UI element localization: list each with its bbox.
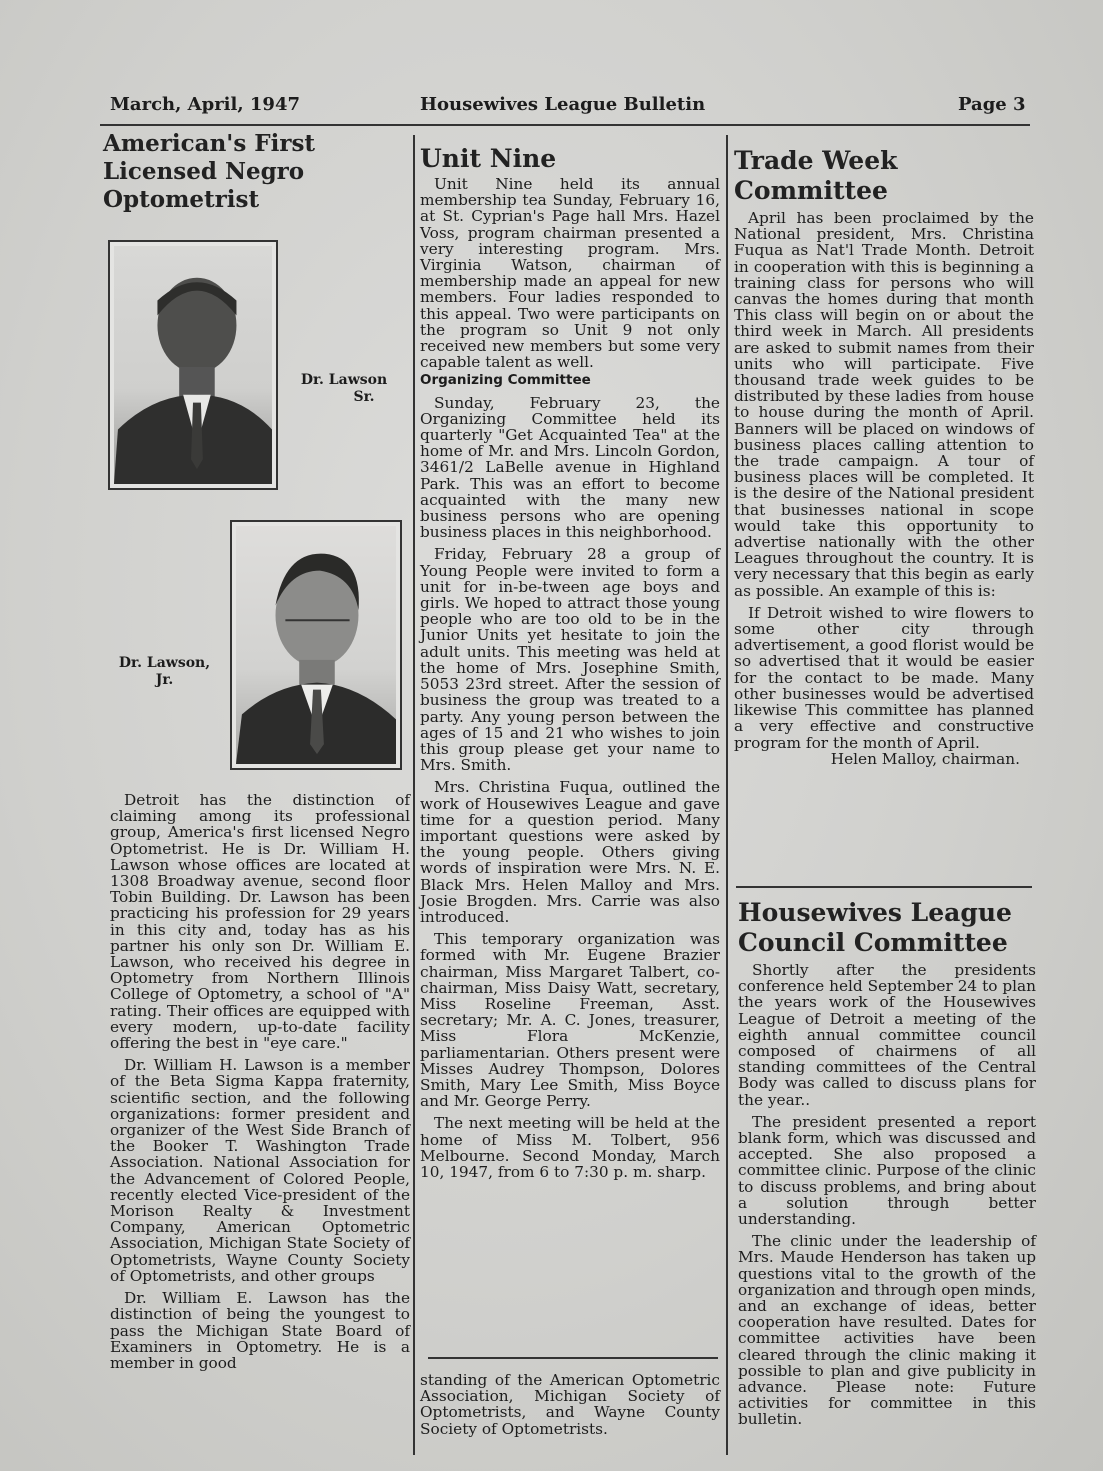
trade-week-article [734,146,1034,773]
council-paragraph-3: The clinic under the leadership of Mrs. Maude Henderson has taken up questions vital to the growth of the organization and through open minds, and an exchange of ideas, better cooperation have resulted. Dates for committee activities have been cleared through the clinic making it possible to plan and give publicity in advance. Please note: Future activities for committee in this bulletin. [738,1232,1036,1429]
article-headline-line-2: Licensed Negro [103,158,305,185]
lawson-paragraph-3: Dr. William E. Lawson has the distinction of being the youngest to pass the Michigan State Board of Examiners in Optometry. He is a member in good [110,1289,410,1372]
publication-title: Housewives League Bulletin [420,94,706,115]
unit-nine-headline: Unit Nine [420,144,557,173]
organizing-paragraph-1: Sunday, February 23, the Organizing Committee held its quarterly "Get Acquainted Tea" at the home of Mr. and Mrs. Lincoln Gordon, 3461/2 LaBelle avenue in Highland Park. This was an effort to become acquainted with the many new business persons who are opening business places in this neighborhood. [420,393,720,542]
page-number: Page 3 [958,94,1026,115]
council-paragraph-1: Shortly after the presidents conference held September 24 to plan the years work of the Housewives League of Detroit a meeting of the eighth annual committee council composed of chairmens of all standing committees of the Central Body was called to discuss plans for the year.. [738,961,1036,1109]
council-headline-line-2: Council Committee [738,928,1008,957]
lawson-continuation [420,1372,720,1443]
page-header [110,94,1035,124]
article-headline-line-1: American's First [103,130,316,157]
column-divider-2 [726,135,728,1455]
issue-date: March, April, 1947 [110,94,300,115]
council-headline-line-1: Housewives League [738,898,1012,927]
council-paragraph-2: The president presented a report blank form, which was discussed and accepted. She also proposed a committee clinic. Purpose of the clinic to discuss problems, and bring about a solution through better understanding. [738,1112,1036,1229]
organizing-paragraph-3: Mrs. Christina Fuqua, outlined the work of Housewives League and gave time for a question period. Many important questions were asked by the young people. Others giving words of inspiration were Mrs. N. E. Black Mrs. Helen Malloy and Mrs. Josie Brogden. Mrs. Carrie was also introduced. [420,778,720,926]
organizing-committee-subhead: Organizing Committee [420,372,591,389]
caption-sr-line-1: Dr. Lawson [300,372,388,388]
caption-sr-line-2: Sr. [353,389,375,405]
council-committee-article [738,898,1036,1434]
section-rule [736,886,1032,888]
photo-dr-lawson-sr [108,240,278,490]
photo-caption-jr [102,655,227,689]
trade-week-paragraph-2: If Detroit wished to wire flowers to some other city through advertisement, a good florist would be so advertised that it would be easier for the contact to be made. Many other businesses would be advertised likewise This committee has planned a very effective and constructive program for the month of April. [734,603,1034,752]
unit-nine-paragraph-1: Unit Nine held its annual membership tea Sunday, February 16, at St. Cyprian's Page hall Mrs. Hazel Voss, program chairman presented a very interesting program. Mrs. Virginia Watson, chairman of membership made an appeal for new members. Four ladies responded to this appeal. Two were participants on the program so Unit 9 not only received new members but some very capable talent as well. [420,175,720,372]
photo-caption-sr [284,372,404,406]
photo-dr-lawson-jr [230,520,402,770]
lawson-paragraph-1: Detroit has the distinction of claiming among its professional group, America's first licensed Negro Optometrist. He is Dr. William H. Lawson whose offices are located at 1308 Broadway avenue, second floor Tobin Building. Dr. Lawson has been practicing his profession for 29 years in this city and, today has as his partner his only son Dr. William E. Lawson, who received his degree in Optometry from Northern Illinois College of Optometry, a school of "A" rating. Their offices are equipped with every modern, up-to-date facility offering the best in "eye care." [110,791,410,1053]
column-divider-1 [413,135,415,1455]
caption-jr-line-1: Dr. Lawson, [118,655,211,671]
header-rule [100,124,1030,126]
caption-jr-line-2: Jr. [155,672,174,688]
lawson-paragraph-2: Dr. William H. Lawson is a member of the Beta Sigma Kappa fraternity, scientific section, and the following organizations: former president and organizer of the West Side Branch of the Booker T. Washington Trade Association. National Association for the Advancement of Colored People, recently elected Vice-president of the Morison Realty & Investment Company, American Optometric Association, Michigan State Society of Optometrists, Wayne County Society of Optometrists, and other groups [110,1056,410,1285]
organizing-paragraph-5: The next meeting will be held at the home of Miss M. Tolbert, 956 Melbourne. Second Monday, March 10, 1947, from 6 to 7:30 p. m. sharp. [420,1114,720,1181]
article-headline-line-3: Optometrist [103,186,260,213]
organizing-paragraph-4: This temporary organization was formed with Mr. Eugene Brazier chairman, Miss Margaret Talbert, co-chairman, Miss Daisy Watt, secretary, Miss Roseline Freeman, Asst. secretary; Mr. A. C. Jones, treasurer, Miss Flora McKenzie, parliamentarian. Others present were Misses Audrey Thompson, Dolores Smith, Mary Lee Smith, Miss Boyce and Mr. George Perry. [420,930,720,1111]
trade-week-headline-line-2: Committee [734,176,888,205]
unit-nine-article [420,144,720,1186]
trade-week-paragraph-1: April has been proclaimed by the National president, Mrs. Christina Fuqua as Nat'l Trade Month. Detroit in cooperation with this is beginning a training class for persons who will canvas the homes during that month This class will begin on or about the third week in March. All presidents are asked to submit names from their units who will participate. Five thousand trade week guides to be distributed by these ladies from house to house during the month of April. Banners will be placed on windows of business places calling attention to the trade campaign. A tour of business places will be completed. It is the desire of the National president that businesses national in scope would take this opportunity to advertise nationally with the other Leagues throughout the country. It is very necessary that this begin as early as possible. An example of this is: [734,209,1034,600]
trade-week-signature: Helen Malloy, chairman. [830,749,1020,768]
continuation-rule [428,1357,718,1359]
trade-week-headline-line-1: Trade Week [734,146,898,175]
organizing-paragraph-2: Friday, February 28 a group of Young People were invited to form a unit for in-be-tween age boys and girls. We hoped to attract those young people who are too old to be in the Junior Units yet hesitate to join the adult units. This meeting was held at the home of Mrs. Josephine Smith, 5053 23rd street. After the session of business the group was treated to a party. Any young person between the ages of 15 and 21 who wishes to join this group please get your name to Mrs. Smith. [420,545,720,775]
continuation-paragraph: standing of the American Optometric Association, Michigan Society of Optometrists, and Wayne County Society of Optometrists. [420,1371,720,1438]
